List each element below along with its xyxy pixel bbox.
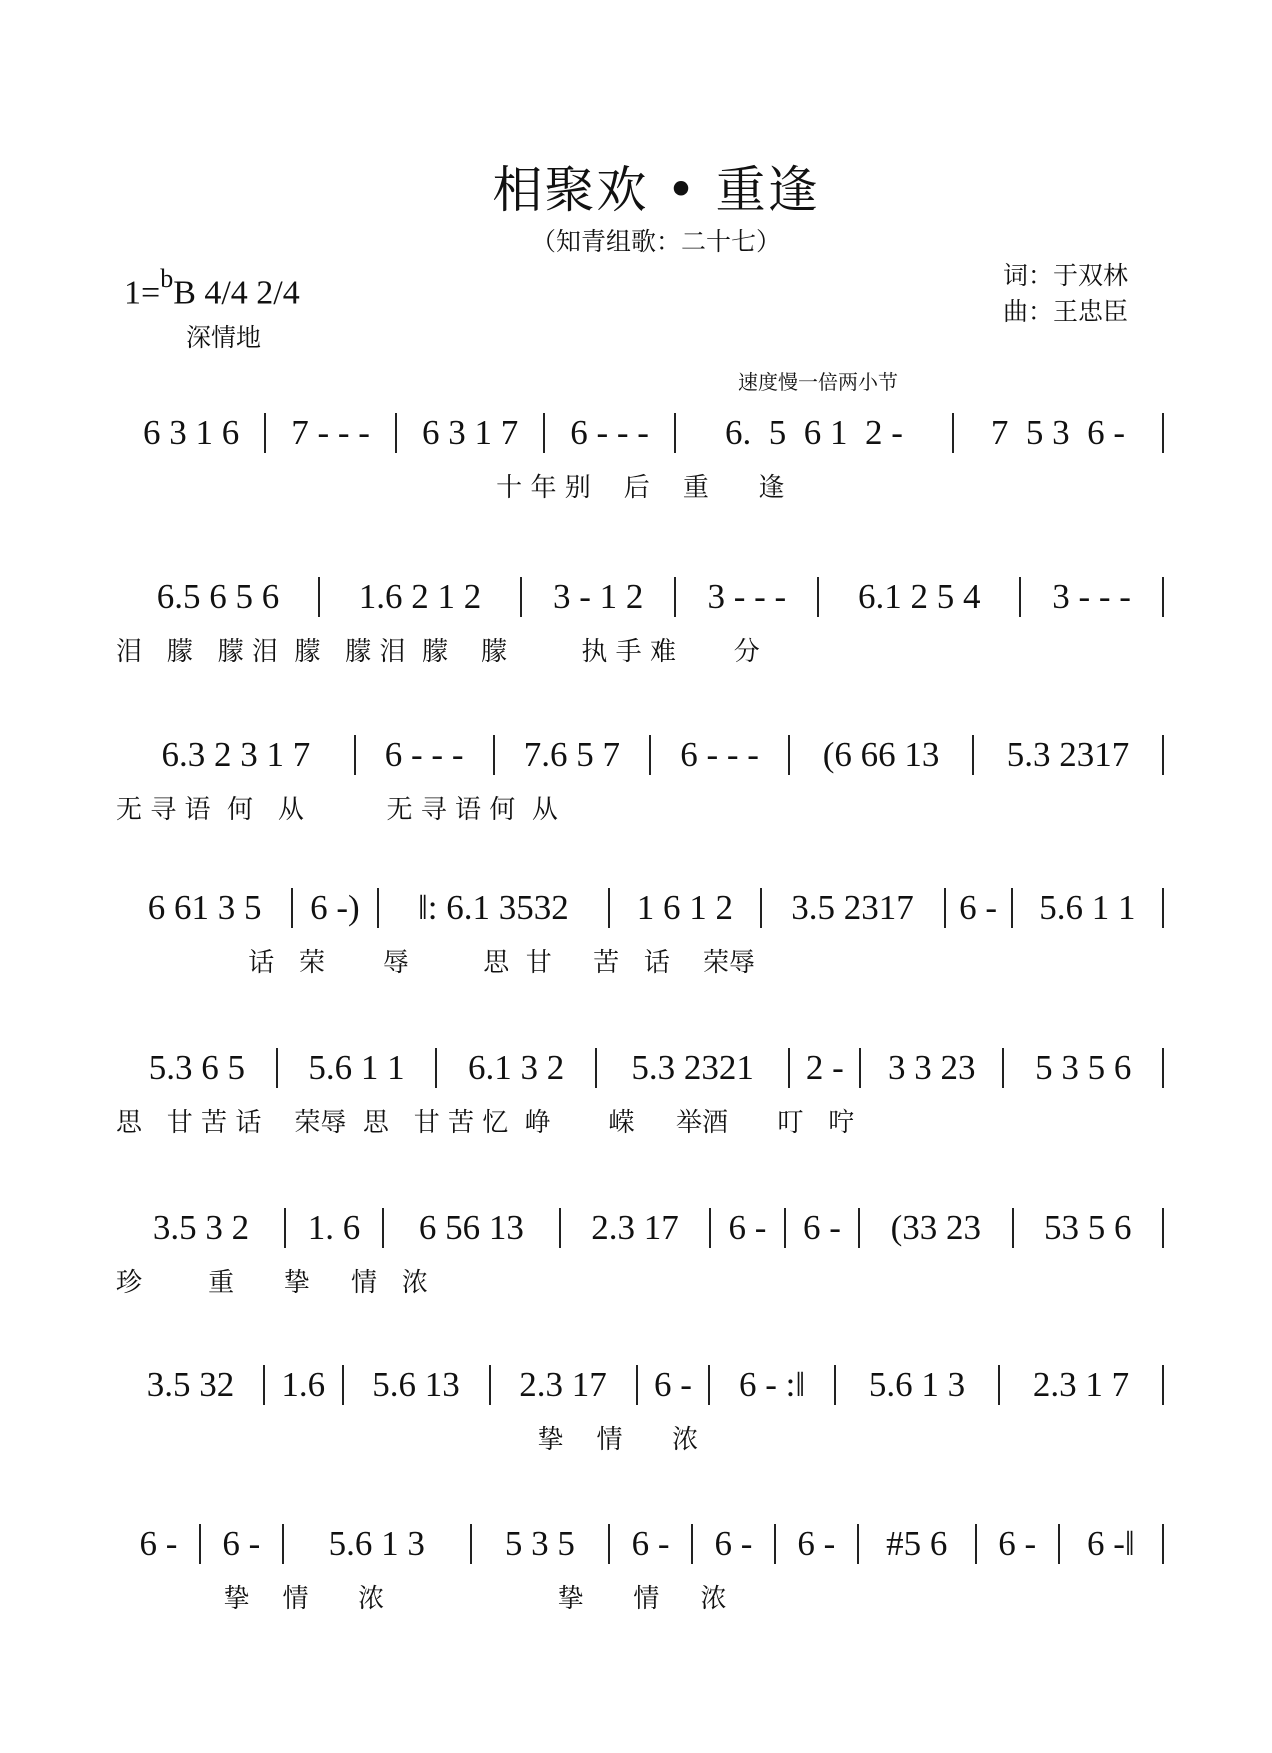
measure: 6 - xyxy=(946,888,1013,928)
measure: 6.1 2 5 4 xyxy=(819,577,1021,617)
measure: 1 6 1 2 xyxy=(610,888,761,928)
measure: 3 - - - xyxy=(676,577,819,617)
measure: 3 - - - xyxy=(1021,577,1164,617)
measure: 3 3 23 xyxy=(861,1048,1004,1088)
measure: 53 5 6 xyxy=(1014,1208,1165,1248)
measure: 7 5 3 6 - xyxy=(954,413,1164,453)
notation-row xyxy=(118,1522,1164,1566)
measure: 2 - xyxy=(790,1048,861,1088)
song-subtitle: （知青组歌：二十七） xyxy=(530,227,781,256)
measure: 1.6 2 1 2 xyxy=(320,577,522,617)
measure: 6 -‖ xyxy=(1060,1524,1164,1564)
lyrics-line: 思 甘 苦 话 荣辱 思 甘 苦 忆 峥 嵘 举酒 叮 咛 xyxy=(116,1108,855,1138)
measure: 3 - 1 2 xyxy=(522,577,676,617)
measure: 5.6 1 1 xyxy=(278,1048,438,1088)
measure: 5.6 1 1 xyxy=(1013,888,1164,928)
measure: 6 - xyxy=(201,1524,284,1564)
measure: 6 - xyxy=(693,1524,776,1564)
measure: 5.3 2317 xyxy=(974,735,1164,775)
lyrics-line: 十 年 别 后 重 逢 xyxy=(116,473,785,503)
key-and-time: B 4/4 2/4 xyxy=(173,274,300,312)
notation-row xyxy=(118,575,1164,619)
expression-marking: 深情地 xyxy=(186,323,262,352)
measure: 6. 5 6 1 2 - xyxy=(676,413,954,453)
measure: 3.5 32 xyxy=(118,1365,265,1405)
key-prefix: 1= xyxy=(124,274,161,312)
measure: 5.6 1 3 xyxy=(284,1524,472,1564)
measure: 6 - xyxy=(776,1524,859,1564)
measure: ‖: 6.1 3532 xyxy=(379,888,611,928)
measure: 6 - xyxy=(711,1208,785,1248)
measure: 5.6 13 xyxy=(344,1365,491,1405)
lyrics-line: 挚 情 浓 xyxy=(116,1425,699,1455)
measure: 5 3 5 6 xyxy=(1004,1048,1164,1088)
notation-row xyxy=(118,411,1164,455)
flat-sign: b xyxy=(160,264,174,293)
measure: #5 6 xyxy=(859,1524,977,1564)
measure: 1. 6 xyxy=(286,1208,384,1248)
measure: 5.6 1 3 xyxy=(836,1365,1000,1405)
measure: 7 - - - xyxy=(266,413,397,453)
measure: 1.6 xyxy=(265,1365,344,1405)
measure: 2.3 17 xyxy=(561,1208,712,1248)
notation-row xyxy=(118,1206,1164,1250)
measure: 2.3 17 xyxy=(491,1365,638,1405)
measure: (6 66 13 xyxy=(790,735,974,775)
composer: 曲：王忠臣 xyxy=(1003,297,1129,326)
tempo-note: 速度慢一倍两小节 xyxy=(738,370,898,394)
measure: 6.3 2 3 1 7 xyxy=(118,735,356,775)
key-signature xyxy=(124,264,300,312)
measure: (33 23 xyxy=(860,1208,1013,1248)
measure: 5.3 2321 xyxy=(597,1048,791,1088)
measure: 5.3 6 5 xyxy=(118,1048,278,1088)
measure: 2.3 1 7 xyxy=(1000,1365,1164,1405)
lyricist: 词：于双林 xyxy=(1003,261,1129,290)
measure: 7.6 5 7 xyxy=(495,735,651,775)
measure: 6 56 13 xyxy=(384,1208,561,1248)
measure: 6 - xyxy=(610,1524,693,1564)
measure: 5 3 5 xyxy=(472,1524,610,1564)
measure: 3.5 2317 xyxy=(762,888,946,928)
measure: 6 -) xyxy=(293,888,378,928)
lyrics-line: 珍 重 挚 情 浓 xyxy=(116,1268,428,1298)
measure: 6 3 1 7 xyxy=(397,413,545,453)
credits xyxy=(1003,258,1128,330)
lyrics-line: 泪 朦 朦 泪 朦 朦 泪 朦 朦 执 手 难 分 xyxy=(116,637,760,667)
measure: 6 - xyxy=(118,1524,201,1564)
song-title: 相聚欢 • 重逢 xyxy=(492,161,820,219)
lyrics-line: 话 荣 辱 思 甘 苦 话 荣辱 xyxy=(116,948,755,978)
measure: 3.5 3 2 xyxy=(118,1208,286,1248)
measure: 6 - xyxy=(638,1365,711,1405)
measure: 6 - :‖ xyxy=(710,1365,836,1405)
measure: 6 - xyxy=(786,1208,860,1248)
measure: 6.1 3 2 xyxy=(437,1048,597,1088)
measure: 6 - - - xyxy=(545,413,676,453)
notation-row xyxy=(118,1363,1164,1407)
notation-row xyxy=(118,733,1164,777)
lyrics-line: 挚 情 浓 挚 情 浓 xyxy=(116,1584,727,1614)
measure: 6 - - - xyxy=(356,735,495,775)
measure: 6 3 1 6 xyxy=(118,413,266,453)
measure: 6.5 6 5 6 xyxy=(118,577,320,617)
notation-row xyxy=(118,886,1164,930)
measure: 6 - - - xyxy=(651,735,790,775)
measure: 6 - xyxy=(977,1524,1060,1564)
measure: 6 61 3 5 xyxy=(118,888,293,928)
notation-row xyxy=(118,1046,1164,1090)
lyrics-line: 无 寻 语 何 从 无 寻 语 何 从 xyxy=(116,795,558,825)
